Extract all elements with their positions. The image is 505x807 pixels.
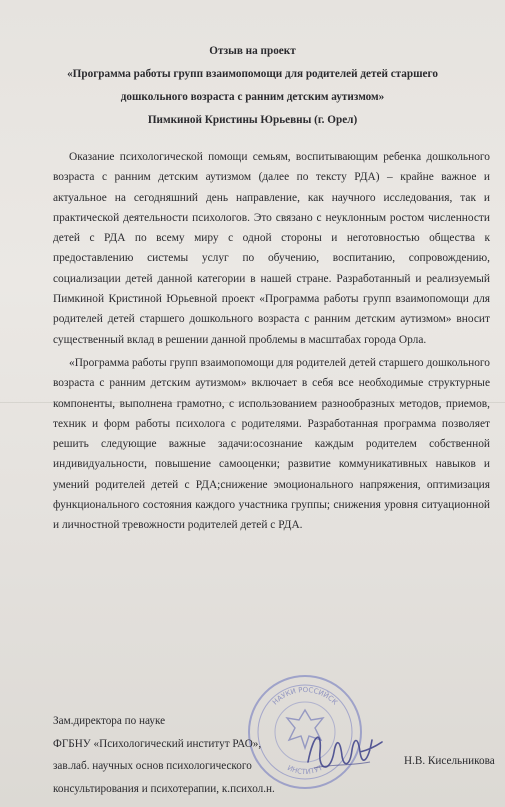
document-body	[53, 147, 490, 539]
svg-text:НАУКИ РОССИЙСК	[271, 686, 339, 707]
header-project-line-1: «Программа работы групп взаимопомощи для родителей детей старшего	[67, 68, 438, 80]
stamp-top-text: НАУКИ РОССИЙСК	[271, 685, 339, 707]
header-project-line-2: дошкольного возраста с ранним детским аутизмом»	[120, 91, 385, 103]
signer-position-4: консультирования и психотерапии, к.психол.н.	[53, 782, 275, 795]
paragraph-1: Оказание психологической помощи семьям, воспитывающим ребенка дошкольного возраста с ранним детским аутизмом (далее по тексту РДА) – крайне важное и актуальное на сегодняшний день направление, как научного исследования, так и практической деятельности психологов. Это связано с неуклонным ростом численности детей с РДА по всему миру с одной стороны и неготовностью общества к предоставлению системы услуг по обучению, воспитанию, сопровождению, социализации детей данной категории в нашей стране. Разработанный и реализуемый Пимкиной Кристиной Юрьевной проект «Программа работы групп взаимопомощи для родителей детей старшего дошкольного возраста с ранним детским аутизмом» вносит существенный вклад в решении данной проблемы в масштабах города Орла.	[53, 151, 490, 346]
document-header	[40, 40, 465, 132]
header-author: Пимкиной Кристины Юрьевны (г. Орел)	[147, 114, 358, 126]
stamp-bottom-text: ИНСТИТУТ	[286, 763, 324, 777]
signer-position-3: зав.лаб. научных основ психологического	[53, 760, 252, 772]
signer-name: Н.В. Кисельникова	[404, 755, 495, 767]
signer-position-2: ФГБНУ «Психологический институт РАО»,	[53, 737, 262, 750]
paragraph-2: «Программа работы групп взаимопомощи для родителей детей старшего дошкольного возраста с ранним детским аутизмом» включает в себя все необходимые структурные компоненты, выполнена грамотно, с использованием разнообразных методов, приемов, техник и форм работы психолога с родителями. Разработанная программа позволяет решить следующие важные задачи:осознание каждым родителем собственной индивидуальности, повышение самооценки; развитие коммуникативных навыков и умений родителей детей с РДА;снижение эмоционального напряжения, оптимизация функционального состояния каждого участника группы; снижения уровня ситуационной и личностной тревожности родителей детей с РДА.	[53, 356, 490, 532]
signer-position-1: Зам.директора по науке	[53, 715, 166, 727]
header-title: Отзыв на проект	[209, 45, 296, 57]
